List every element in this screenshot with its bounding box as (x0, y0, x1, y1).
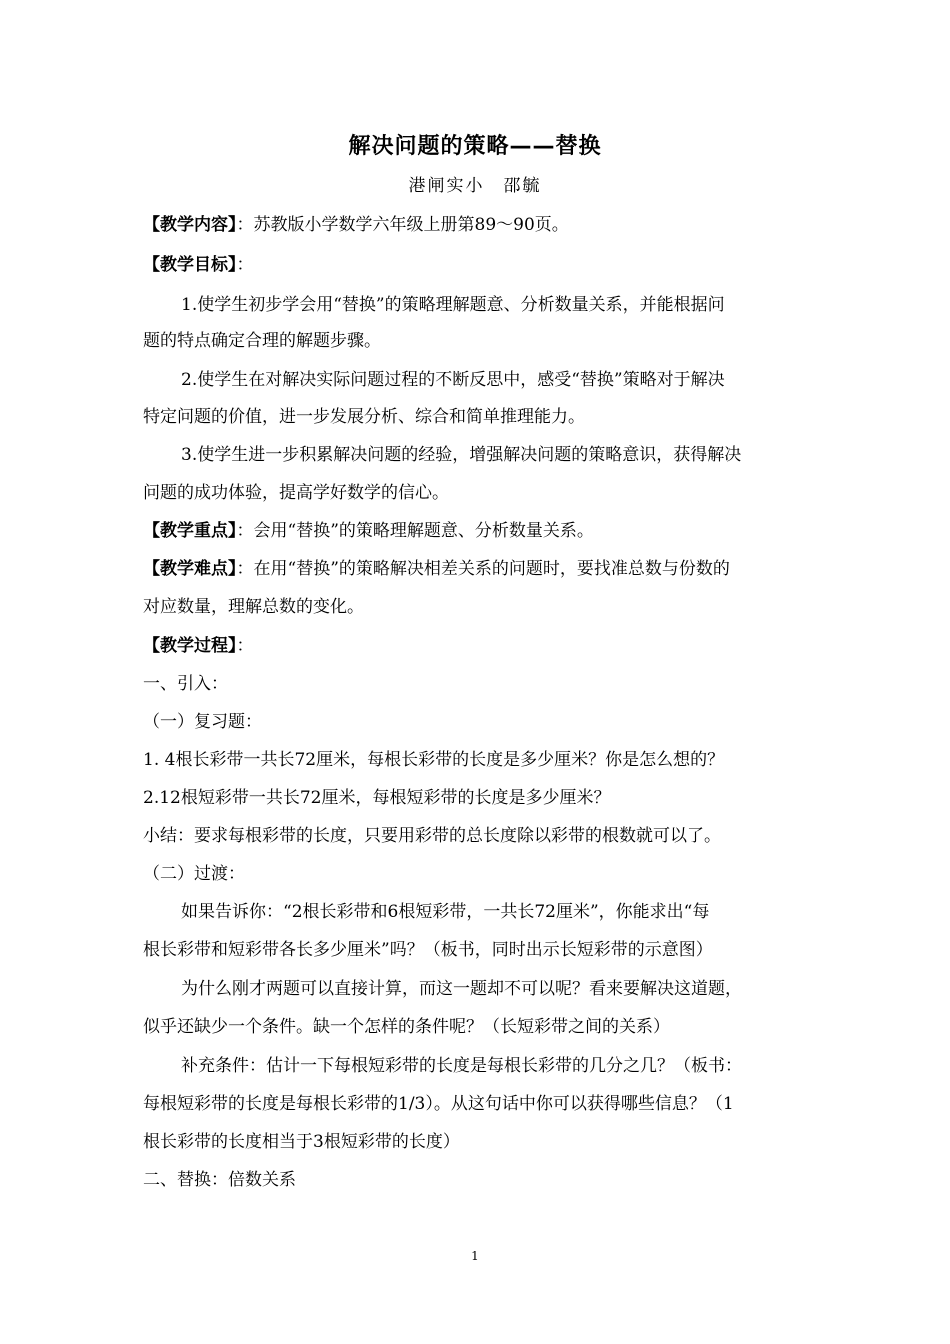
line-text: ： (236, 636, 254, 656)
subsection-review: （一）复习题： (143, 712, 262, 732)
line-text: ：苏教版小学数学六年级上册第89～90页。 (236, 215, 569, 235)
teaching-process-line (143, 634, 823, 658)
teaching-goals-line (143, 253, 823, 277)
goal-2-line-2: 特定问题的价值，进一步发展分析、综合和简单推理能力。 (143, 407, 585, 427)
goal-3-line-1: 3.使学生进一步积累解决问题的经验，增强解决问题的策略意识，获得解决 (181, 445, 742, 465)
transition-paragraph-line-1: 如果告诉你：“2根长彩带和6根短彩带，一共长72厘米”，你能求出“每 (181, 902, 710, 922)
goal-3-line-2: 问题的成功体验，提高学好数学的信心。 (143, 483, 449, 503)
teaching-content-line (143, 213, 823, 237)
teaching-difficulty-line (143, 557, 823, 581)
goal-1-line-1: 1.使学生初步学会用“替换”的策略理解题意、分析数量关系，并能根据问 (181, 295, 725, 315)
line-text: ：会用“替换”的策略理解题意、分析数量关系。 (236, 521, 594, 541)
question-paragraph-line-2: 似乎还缺少一个条件。缺一个怎样的条件呢？（长短彩带之间的关系） (143, 1017, 670, 1037)
section-replacement: 二、替换：倍数关系 (143, 1170, 296, 1190)
section-label: 【教学目标】 (143, 255, 237, 275)
line-text: ：在用“替换”的策略解决相差关系的问题时，要找准总数与份数的 (236, 559, 730, 579)
summary-line: 小结：要求每根彩带的长度，只要用彩带的总长度除以彩带的根数就可以了。 (143, 826, 721, 846)
teaching-focus-line (143, 519, 823, 543)
section-introduction: 一、引入： (143, 674, 228, 694)
supplement-paragraph-line-3: 根长彩带的长度相当于3根短彩带的长度） (143, 1132, 460, 1152)
transition-paragraph-line-2: 根长彩带和短彩带各长多少厘米”吗？（板书，同时出示长短彩带的示意图） (143, 940, 713, 960)
question-paragraph-line-1: 为什么刚才两题可以直接计算，而这一题却不可以呢？看来要解决这道题， (181, 979, 742, 999)
section-label: 【教学难点】 (143, 559, 237, 579)
goal-2-line-1: 2.使学生在对解决实际问题过程的不断反思中，感受“替换”策略对于解决 (181, 370, 725, 390)
supplement-paragraph-line-2: 每根短彩带的长度是每根长彩带的1/3）。从这句话中你可以获得哪些信息？（1 (143, 1094, 734, 1114)
supplement-paragraph-line-1: 补充条件：估计一下每根短彩带的长度是每根长彩带的几分之几？（板书： (181, 1056, 742, 1076)
document-author: 港闸实小 邵毓 (408, 176, 542, 196)
review-question-2: 2.12根短彩带一共长72厘米，每根短彩带的长度是多少厘米？ (143, 788, 611, 808)
line-text: ： (236, 255, 254, 275)
document-title: 解决问题的策略——替换 (348, 134, 602, 159)
section-label: 【教学内容】 (143, 215, 237, 235)
section-label: 【教学过程】 (143, 636, 237, 656)
goal-1-line-2: 题的特点确定合理的解题步骤。 (143, 331, 381, 351)
section-label: 【教学重点】 (143, 521, 237, 541)
teaching-difficulty-line-2: 对应数量，理解总数的变化。 (143, 597, 364, 617)
page-number: 1 (471, 1249, 479, 1263)
subsection-transition: （二）过渡： (143, 864, 245, 884)
review-question-1: 1. 4根长彩带一共长72厘米，每根长彩带的长度是多少厘米？你是怎么想的？ (143, 750, 725, 770)
